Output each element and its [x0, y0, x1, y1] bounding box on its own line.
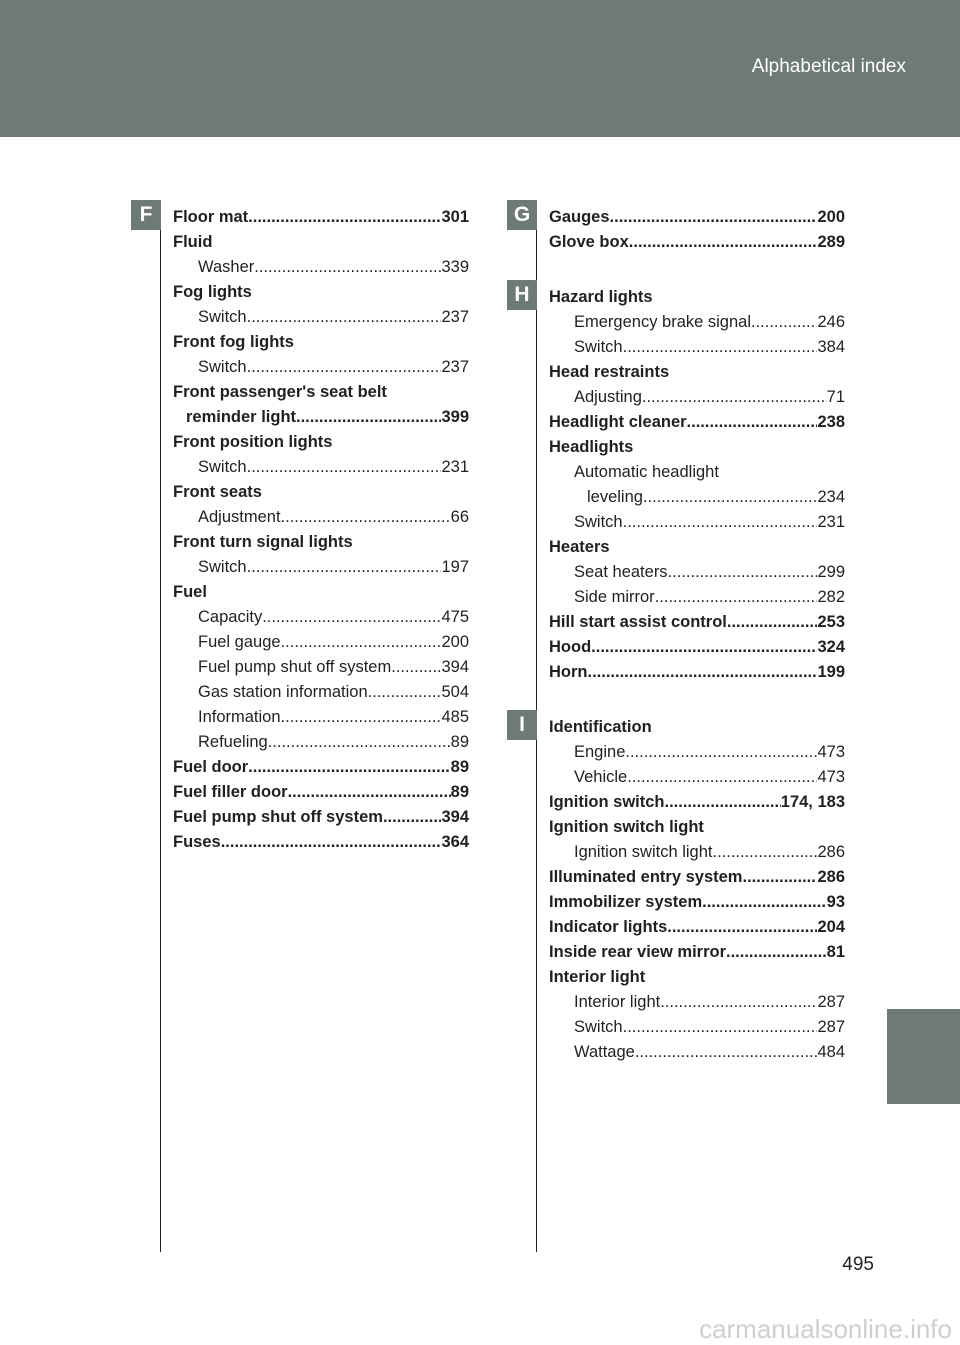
index-entry	[173, 330, 469, 355]
entry-leader-dots	[248, 755, 450, 780]
entry-page-ref: 237	[441, 308, 469, 326]
entry-leader-dots	[687, 410, 818, 435]
index-entry	[173, 830, 469, 855]
entry-leader-dots	[660, 990, 817, 1015]
index-entry	[173, 505, 469, 530]
entry-page-ref: 89	[450, 783, 469, 801]
index-entry	[549, 310, 845, 335]
entry-term: reminder light	[186, 408, 297, 426]
entry-page-ref: 89	[450, 758, 469, 776]
section-letter-g: G	[507, 200, 537, 230]
index-entry	[549, 915, 845, 940]
entry-term: Emergency brake signal	[574, 313, 752, 331]
entry-term: Front passenger's seat belt	[173, 383, 387, 401]
index-entry	[173, 780, 469, 805]
entry-term: Gas station information	[198, 683, 368, 701]
entry-term: Floor mat	[173, 208, 249, 226]
entry-page-ref: 364	[441, 833, 469, 851]
index-entry	[173, 755, 469, 780]
entry-leader-dots	[623, 510, 818, 535]
entry-page-ref: 174, 183	[780, 793, 845, 811]
entry-term: Seat heaters	[574, 563, 668, 581]
entry-leader-dots	[727, 610, 818, 635]
index-entry	[173, 255, 469, 280]
entry-leader-dots	[668, 560, 818, 585]
entry-leader-dots	[248, 205, 441, 230]
entry-term: Headlights	[549, 438, 634, 456]
index-entry	[549, 285, 845, 310]
entry-leader-dots	[642, 385, 827, 410]
entry-term: Vehicle	[574, 768, 628, 786]
index-entry	[549, 715, 845, 740]
entry-term: Fluid	[173, 233, 213, 251]
entry-term: Headlight cleaner	[549, 413, 687, 431]
entry-page-ref: 231	[817, 513, 845, 531]
index-entry	[173, 405, 469, 430]
entry-leader-dots	[665, 790, 781, 815]
entry-term: Fog lights	[173, 283, 252, 301]
index-entry	[549, 460, 845, 485]
index-entry	[549, 635, 845, 660]
index-entry	[173, 655, 469, 680]
index-entry	[549, 585, 845, 610]
entry-term: Switch	[198, 458, 247, 476]
entry-term: Gauges	[549, 208, 610, 226]
index-entry	[549, 205, 845, 230]
entry-leader-dots	[368, 680, 442, 705]
entry-page-ref: 238	[817, 413, 845, 431]
index-entry	[173, 530, 469, 555]
entry-page-ref: 299	[817, 563, 845, 581]
entry-page-ref: 475	[441, 608, 469, 626]
entry-page-ref: 199	[817, 663, 845, 681]
entry-leader-dots	[296, 405, 441, 430]
entry-page-ref: 485	[441, 708, 469, 726]
entry-leader-dots	[288, 780, 451, 805]
entry-leader-dots	[726, 940, 827, 965]
entry-page-ref: 384	[817, 338, 845, 356]
index-entry	[549, 740, 845, 765]
entry-page-ref: 287	[817, 1018, 845, 1036]
index-entry	[549, 815, 845, 840]
entry-page-ref: 339	[441, 258, 469, 276]
entry-page-ref: 93	[826, 893, 845, 911]
entry-leader-dots	[268, 730, 451, 755]
index-entry	[173, 205, 469, 230]
entry-term: Switch	[574, 513, 623, 531]
entry-term: Switch	[198, 558, 247, 576]
section-gap	[549, 685, 845, 715]
entry-term: Immobilizer system	[549, 893, 703, 911]
entry-leader-dots	[751, 310, 817, 335]
section-letter-i: I	[507, 710, 537, 740]
entry-term: Adjustment	[198, 508, 281, 526]
entry-page-ref: 286	[817, 843, 845, 861]
index-entry	[173, 680, 469, 705]
entry-term: Information	[198, 708, 281, 726]
index-entry	[549, 865, 845, 890]
entry-term: Fuel door	[173, 758, 249, 776]
index-entry	[549, 790, 845, 815]
entry-leader-dots	[247, 455, 442, 480]
entry-page-ref: 394	[441, 808, 469, 826]
entry-term: Side mirror	[574, 588, 655, 606]
entry-term: Identification	[549, 718, 652, 736]
entry-term: Inside rear view mirror	[549, 943, 726, 961]
entry-term: Hill start assist control	[549, 613, 727, 631]
entry-leader-dots	[588, 660, 818, 685]
entry-leader-dots	[623, 1015, 818, 1040]
entry-page-ref: 504	[441, 683, 469, 701]
entry-page-ref: 301	[441, 208, 469, 226]
index-entry	[549, 660, 845, 685]
section-letter-h: H	[507, 280, 537, 310]
entry-term: Fuel gauge	[198, 633, 281, 651]
entry-term: Fuses	[173, 833, 221, 851]
entry-term: Engine	[574, 743, 626, 761]
entry-page-ref: 237	[441, 358, 469, 376]
entry-page-ref: 286	[817, 868, 845, 886]
entry-leader-dots	[702, 890, 827, 915]
entry-term: Head restraints	[549, 363, 670, 381]
entry-term: Adjusting	[574, 388, 642, 406]
entry-term: Hazard lights	[549, 288, 653, 306]
entry-term: Front fog lights	[173, 333, 294, 351]
entry-term: Ignition switch	[549, 793, 665, 811]
entry-leader-dots	[281, 705, 442, 730]
entry-term: Wattage	[574, 1043, 635, 1061]
index-entry	[549, 360, 845, 385]
entry-term: Washer	[198, 258, 255, 276]
index-entry	[549, 990, 845, 1015]
entry-leader-dots	[247, 355, 442, 380]
entry-term: Ignition switch light	[574, 843, 713, 861]
right-index-column	[549, 205, 845, 1065]
entry-leader-dots	[281, 630, 442, 655]
entry-leader-dots	[383, 805, 442, 830]
index-entry	[173, 630, 469, 655]
entry-term: Front seats	[173, 483, 262, 501]
entry-leader-dots	[262, 605, 441, 630]
entry-page-ref: 473	[817, 743, 845, 761]
entry-leader-dots	[623, 335, 818, 360]
index-entry	[173, 280, 469, 305]
entry-page-ref: 71	[826, 388, 845, 406]
section-letter-f: F	[131, 200, 161, 230]
entry-page-ref: 234	[817, 488, 845, 506]
entry-page-ref: 484	[817, 1043, 845, 1061]
index-entry	[549, 410, 845, 435]
index-entry	[549, 965, 845, 990]
index-entry	[549, 230, 845, 255]
page-header	[0, 0, 960, 137]
entry-leader-dots	[610, 205, 818, 230]
entry-term: Switch	[198, 308, 247, 326]
index-entry	[549, 1040, 845, 1065]
index-entry	[173, 580, 469, 605]
entry-page-ref: 324	[817, 638, 845, 656]
entry-page-ref: 231	[441, 458, 469, 476]
entry-leader-dots	[667, 915, 817, 940]
entry-term: Hood	[549, 638, 592, 656]
page-number: 495	[842, 1254, 874, 1275]
entry-page-ref: 246	[817, 313, 845, 331]
index-entry	[549, 435, 845, 460]
entry-page-ref: 197	[441, 558, 469, 576]
index-entry	[173, 805, 469, 830]
index-entry	[549, 610, 845, 635]
entry-leader-dots	[742, 865, 817, 890]
entry-page-ref: 289	[817, 233, 845, 251]
entry-term: Horn	[549, 663, 588, 681]
index-entry	[173, 605, 469, 630]
entry-page-ref: 81	[826, 943, 845, 961]
entry-leader-dots	[221, 830, 442, 855]
entry-term: Illuminated entry system	[549, 868, 743, 886]
entry-leader-dots	[281, 505, 451, 530]
index-entry	[173, 430, 469, 455]
index-entry	[549, 890, 845, 915]
index-entry	[549, 1015, 845, 1040]
entry-term: Fuel filler door	[173, 783, 288, 801]
entry-leader-dots	[625, 740, 817, 765]
entry-page-ref: 200	[817, 208, 845, 226]
entry-leader-dots	[713, 840, 818, 865]
index-entry	[173, 705, 469, 730]
index-entry	[549, 485, 845, 510]
entry-page-ref: 253	[817, 613, 845, 631]
index-entry	[549, 535, 845, 560]
index-entry	[173, 230, 469, 255]
entry-page-ref: 89	[450, 733, 469, 751]
entry-term: Switch	[574, 1018, 623, 1036]
entry-page-ref: 204	[817, 918, 845, 936]
entry-term: Ignition switch light	[549, 818, 704, 836]
entry-leader-dots	[391, 655, 441, 680]
entry-page-ref: 282	[817, 588, 845, 606]
entry-leader-dots	[655, 585, 818, 610]
index-entry	[549, 560, 845, 585]
entry-term: Heaters	[549, 538, 610, 556]
entry-term: Interior light	[574, 993, 661, 1011]
entry-term: Switch	[198, 358, 247, 376]
entry-page-ref: 200	[441, 633, 469, 651]
index-entry	[549, 385, 845, 410]
index-entry	[173, 355, 469, 380]
index-entry	[173, 480, 469, 505]
entry-term: Front turn signal lights	[173, 533, 353, 551]
watermark: carmanualsonline.info	[699, 1314, 952, 1344]
index-entry	[549, 840, 845, 865]
index-entry	[549, 335, 845, 360]
entry-term: Automatic headlight	[574, 463, 719, 481]
section-gap	[549, 255, 845, 285]
entry-page-ref: 399	[441, 408, 469, 426]
side-thumb-tab	[887, 1009, 960, 1104]
entry-leader-dots	[629, 230, 818, 255]
index-entry	[173, 455, 469, 480]
header-title: Alphabetical index	[751, 56, 906, 77]
entry-term: Fuel	[173, 583, 207, 601]
entry-leader-dots	[247, 305, 442, 330]
index-entry	[173, 555, 469, 580]
index-entry	[173, 730, 469, 755]
index-entry	[173, 305, 469, 330]
entry-leader-dots	[254, 255, 441, 280]
entry-page-ref: 473	[817, 768, 845, 786]
entry-term: Refueling	[198, 733, 268, 751]
entry-leader-dots	[591, 635, 817, 660]
index-entry	[549, 940, 845, 965]
entry-term: Front position lights	[173, 433, 333, 451]
entry-term: leveling	[587, 488, 643, 506]
entry-term: Fuel pump shut off system	[173, 808, 383, 826]
entry-term: Switch	[574, 338, 623, 356]
entry-leader-dots	[643, 485, 818, 510]
entry-term: Capacity	[198, 608, 263, 626]
entry-term: Interior light	[549, 968, 646, 986]
index-entry	[549, 510, 845, 535]
entry-term: Glove box	[549, 233, 629, 251]
entry-page-ref: 66	[450, 508, 469, 526]
entry-leader-dots	[247, 555, 442, 580]
entry-page-ref: 394	[441, 658, 469, 676]
index-entry	[549, 765, 845, 790]
entry-page-ref: 287	[817, 993, 845, 1011]
entry-term: Indicator lights	[549, 918, 668, 936]
entry-leader-dots	[627, 765, 817, 790]
index-entry	[173, 380, 469, 405]
entry-term: Fuel pump shut off system	[198, 658, 392, 676]
left-column-rule	[160, 200, 161, 1252]
left-index-column	[173, 205, 469, 855]
entry-leader-dots	[635, 1040, 818, 1065]
